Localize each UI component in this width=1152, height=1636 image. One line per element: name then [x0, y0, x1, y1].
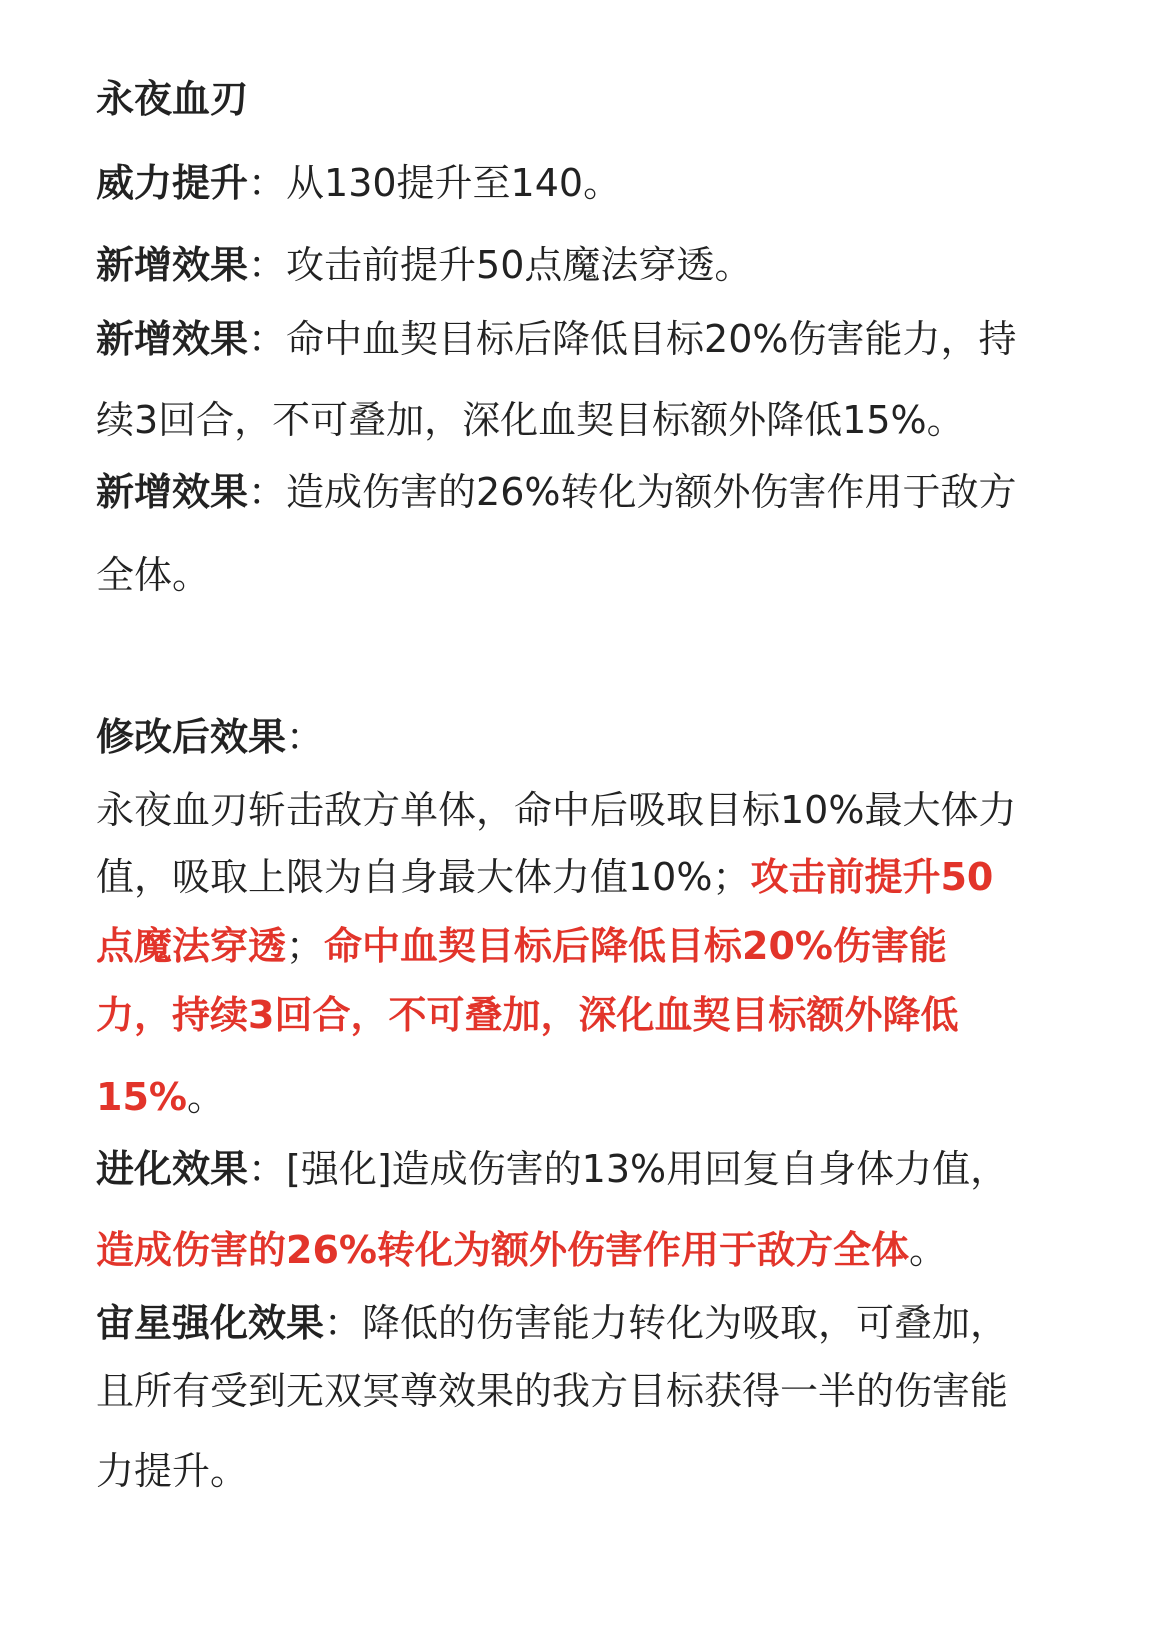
star-line-3: 力提升。 [96, 1449, 249, 1493]
new-effect-text: 攻击前提升50点魔法穿透。 [286, 243, 753, 287]
star-label: 宙星强化效果 [96, 1301, 325, 1345]
new-effect-label: 新增效果 [96, 243, 249, 287]
colon: ： [248, 161, 287, 205]
power-change-line [96, 161, 622, 205]
modified-heading-line [96, 715, 325, 759]
separator: ； [286, 924, 325, 968]
new-effect-text: 命中血契目标后降低目标20%伤害能力，持 [286, 317, 1017, 361]
modified-line-5 [96, 1075, 225, 1119]
new-effect-line-3 [96, 470, 1017, 514]
new-effect-label: 新增效果 [96, 470, 249, 514]
new-effect-line-2 [96, 317, 1017, 361]
colon: ： [286, 715, 325, 759]
modified-heading: 修改后效果 [96, 715, 287, 759]
new-effect-line-2-cont: 续3回合，不可叠加，深化血契目标额外降低15%。 [96, 398, 965, 442]
modified-line-4: 力，持续3回合，不可叠加，深化血契目标额外降低 [96, 993, 959, 1037]
new-effect-text: 造成伤害的26%转化为额外伤害作用于敌方 [286, 470, 1017, 514]
evolution-label: 进化效果 [96, 1147, 249, 1191]
new-effect-line-1 [96, 243, 753, 287]
evolution-line-cont [96, 1228, 947, 1272]
evolution-line [96, 1147, 1009, 1191]
highlight-text: 攻击前提升50 [750, 855, 994, 899]
power-label: 威力提升 [96, 161, 249, 205]
colon: ： [248, 243, 287, 287]
highlight-text: 命中血契目标后降低目标20%伤害能 [324, 924, 947, 968]
highlight-text: 15% [96, 1075, 187, 1119]
colon: ： [248, 1147, 287, 1191]
period: 。 [908, 1228, 947, 1272]
evolution-text: [强化]造成伤害的13%用回复自身体力值， [286, 1147, 1009, 1191]
period: 。 [186, 1075, 225, 1119]
skill-title: 永夜血刃 [96, 77, 249, 121]
colon: ： [248, 317, 287, 361]
star-text: 降低的伤害能力转化为吸取，可叠加， [362, 1301, 1009, 1345]
modified-line-2 [96, 855, 994, 899]
star-line-2: 且所有受到无双冥尊效果的我方目标获得一半的伤害能 [96, 1369, 1009, 1413]
colon: ： [324, 1301, 363, 1345]
highlight-text: 造成伤害的26%转化为额外伤害作用于敌方全体 [96, 1228, 909, 1272]
modified-line-3 [96, 924, 947, 968]
star-line [96, 1301, 1009, 1345]
highlight-text: 点魔法穿透 [96, 924, 287, 968]
colon: ： [248, 470, 287, 514]
new-effect-line-3-cont: 全体。 [96, 553, 211, 597]
power-text: 从130提升至140。 [286, 161, 622, 205]
modified-text: 值，吸取上限为自身最大体力值10%； [96, 855, 751, 899]
modified-line-1: 永夜血刃斩击敌方单体，命中后吸取目标10%最大体力 [96, 788, 1017, 832]
new-effect-label: 新增效果 [96, 317, 249, 361]
